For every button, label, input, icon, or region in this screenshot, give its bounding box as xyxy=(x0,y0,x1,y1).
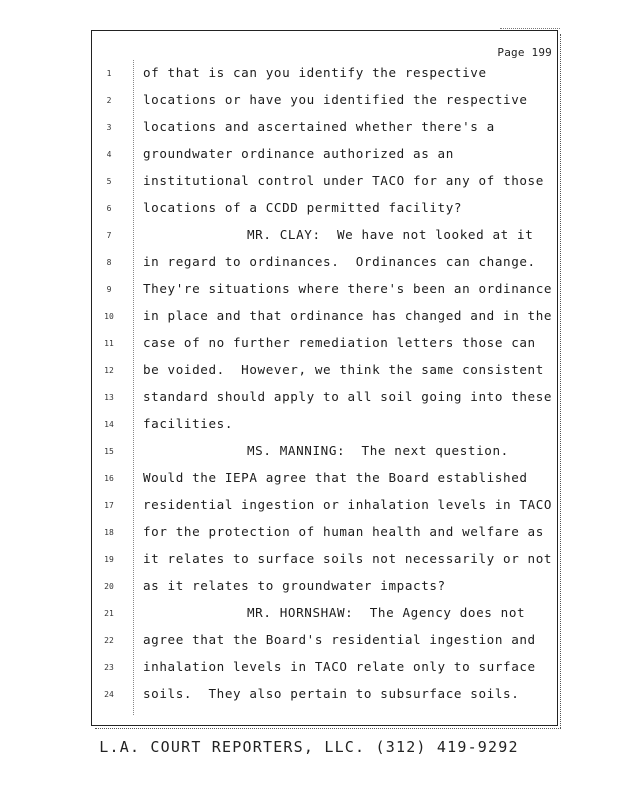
line-number: 23 xyxy=(104,663,114,672)
line-text: Would the IEPA agree that the Board established xyxy=(143,470,528,485)
transcript-line xyxy=(0,196,618,223)
transcript-line xyxy=(0,61,618,88)
line-text: locations and ascertained whether there's a xyxy=(143,119,495,134)
line-number: 10 xyxy=(104,312,114,321)
line-text: facilities. xyxy=(143,416,234,431)
court-reporter-footer: L.A. COURT REPORTERS, LLC. (312) 419-9292 xyxy=(99,738,519,756)
line-number: 15 xyxy=(104,447,114,456)
line-text: institutional control under TACO for any of those xyxy=(143,173,544,188)
line-number: 18 xyxy=(104,528,114,537)
line-number: 20 xyxy=(104,582,114,591)
transcript-line xyxy=(0,547,618,574)
transcript-line xyxy=(0,223,618,250)
line-text: locations or have you identified the respective xyxy=(143,92,528,107)
transcript-line xyxy=(0,655,618,682)
line-number: 24 xyxy=(104,690,114,699)
transcript-line xyxy=(0,358,618,385)
transcript-line xyxy=(0,439,618,466)
transcript-line xyxy=(0,115,618,142)
transcript-line xyxy=(0,601,618,628)
line-text: as it relates to groundwater impacts? xyxy=(143,578,446,593)
line-text: it relates to surface soils not necessarily or not xyxy=(143,551,553,566)
line-number: 6 xyxy=(106,204,112,213)
transcript-line xyxy=(0,88,618,115)
line-number: 8 xyxy=(106,258,112,267)
line-number: 17 xyxy=(104,501,114,510)
line-text: They're situations where there's been an ordinance xyxy=(143,281,553,296)
line-text: be voided. However, we think the same consistent xyxy=(143,362,544,377)
line-text: inhalation levels in TACO relate only to surface xyxy=(143,659,536,674)
line-text: locations of a CCDD permitted facility? xyxy=(143,200,463,215)
line-text: of that is can you identify the respective xyxy=(143,65,487,80)
line-text: agree that the Board's residential ingestion and xyxy=(143,632,536,647)
transcript-line xyxy=(0,682,618,709)
transcript-line xyxy=(0,304,618,331)
line-number: 2 xyxy=(106,96,112,105)
speaker-line-text: MR. HORNSHAW: The Agency does not xyxy=(247,605,526,620)
transcript-line xyxy=(0,331,618,358)
transcript-line xyxy=(0,142,618,169)
transcript-line xyxy=(0,385,618,412)
page-number: Page 199 xyxy=(497,46,552,59)
line-number: 12 xyxy=(104,366,114,375)
transcript-line xyxy=(0,169,618,196)
transcript-line xyxy=(0,277,618,304)
line-text: groundwater ordinance authorized as an xyxy=(143,146,454,161)
transcript-line xyxy=(0,628,618,655)
line-number: 21 xyxy=(104,609,114,618)
transcript-line xyxy=(0,250,618,277)
speaker-line-text: MR. CLAY: We have not looked at it xyxy=(247,227,534,242)
transcript-line xyxy=(0,412,618,439)
line-number: 5 xyxy=(106,177,112,186)
transcript-line xyxy=(0,493,618,520)
line-number: 11 xyxy=(104,339,114,348)
speaker-line-text: MS. MANNING: The next question. xyxy=(247,443,509,458)
line-number: 9 xyxy=(106,285,112,294)
transcript-line xyxy=(0,574,618,601)
line-text: soils. They also pertain to subsurface soils. xyxy=(143,686,520,701)
line-number: 14 xyxy=(104,420,114,429)
line-number: 13 xyxy=(104,393,114,402)
line-number: 3 xyxy=(106,123,112,132)
line-number: 16 xyxy=(104,474,114,483)
line-number: 22 xyxy=(104,636,114,645)
transcript-line xyxy=(0,466,618,493)
line-text: standard should apply to all soil going into these xyxy=(143,389,553,404)
line-text: in regard to ordinances. Ordinances can change. xyxy=(143,254,536,269)
line-number: 4 xyxy=(106,150,112,159)
line-text: for the protection of human health and welfare as xyxy=(143,524,544,539)
line-number: 7 xyxy=(106,231,112,240)
line-number: 19 xyxy=(104,555,114,564)
line-text: in place and that ordinance has changed and in the xyxy=(143,308,553,323)
line-text: case of no further remediation letters those can xyxy=(143,335,536,350)
line-number: 1 xyxy=(106,69,112,78)
transcript-line xyxy=(0,520,618,547)
line-text: residential ingestion or inhalation levels in TACO xyxy=(143,497,553,512)
